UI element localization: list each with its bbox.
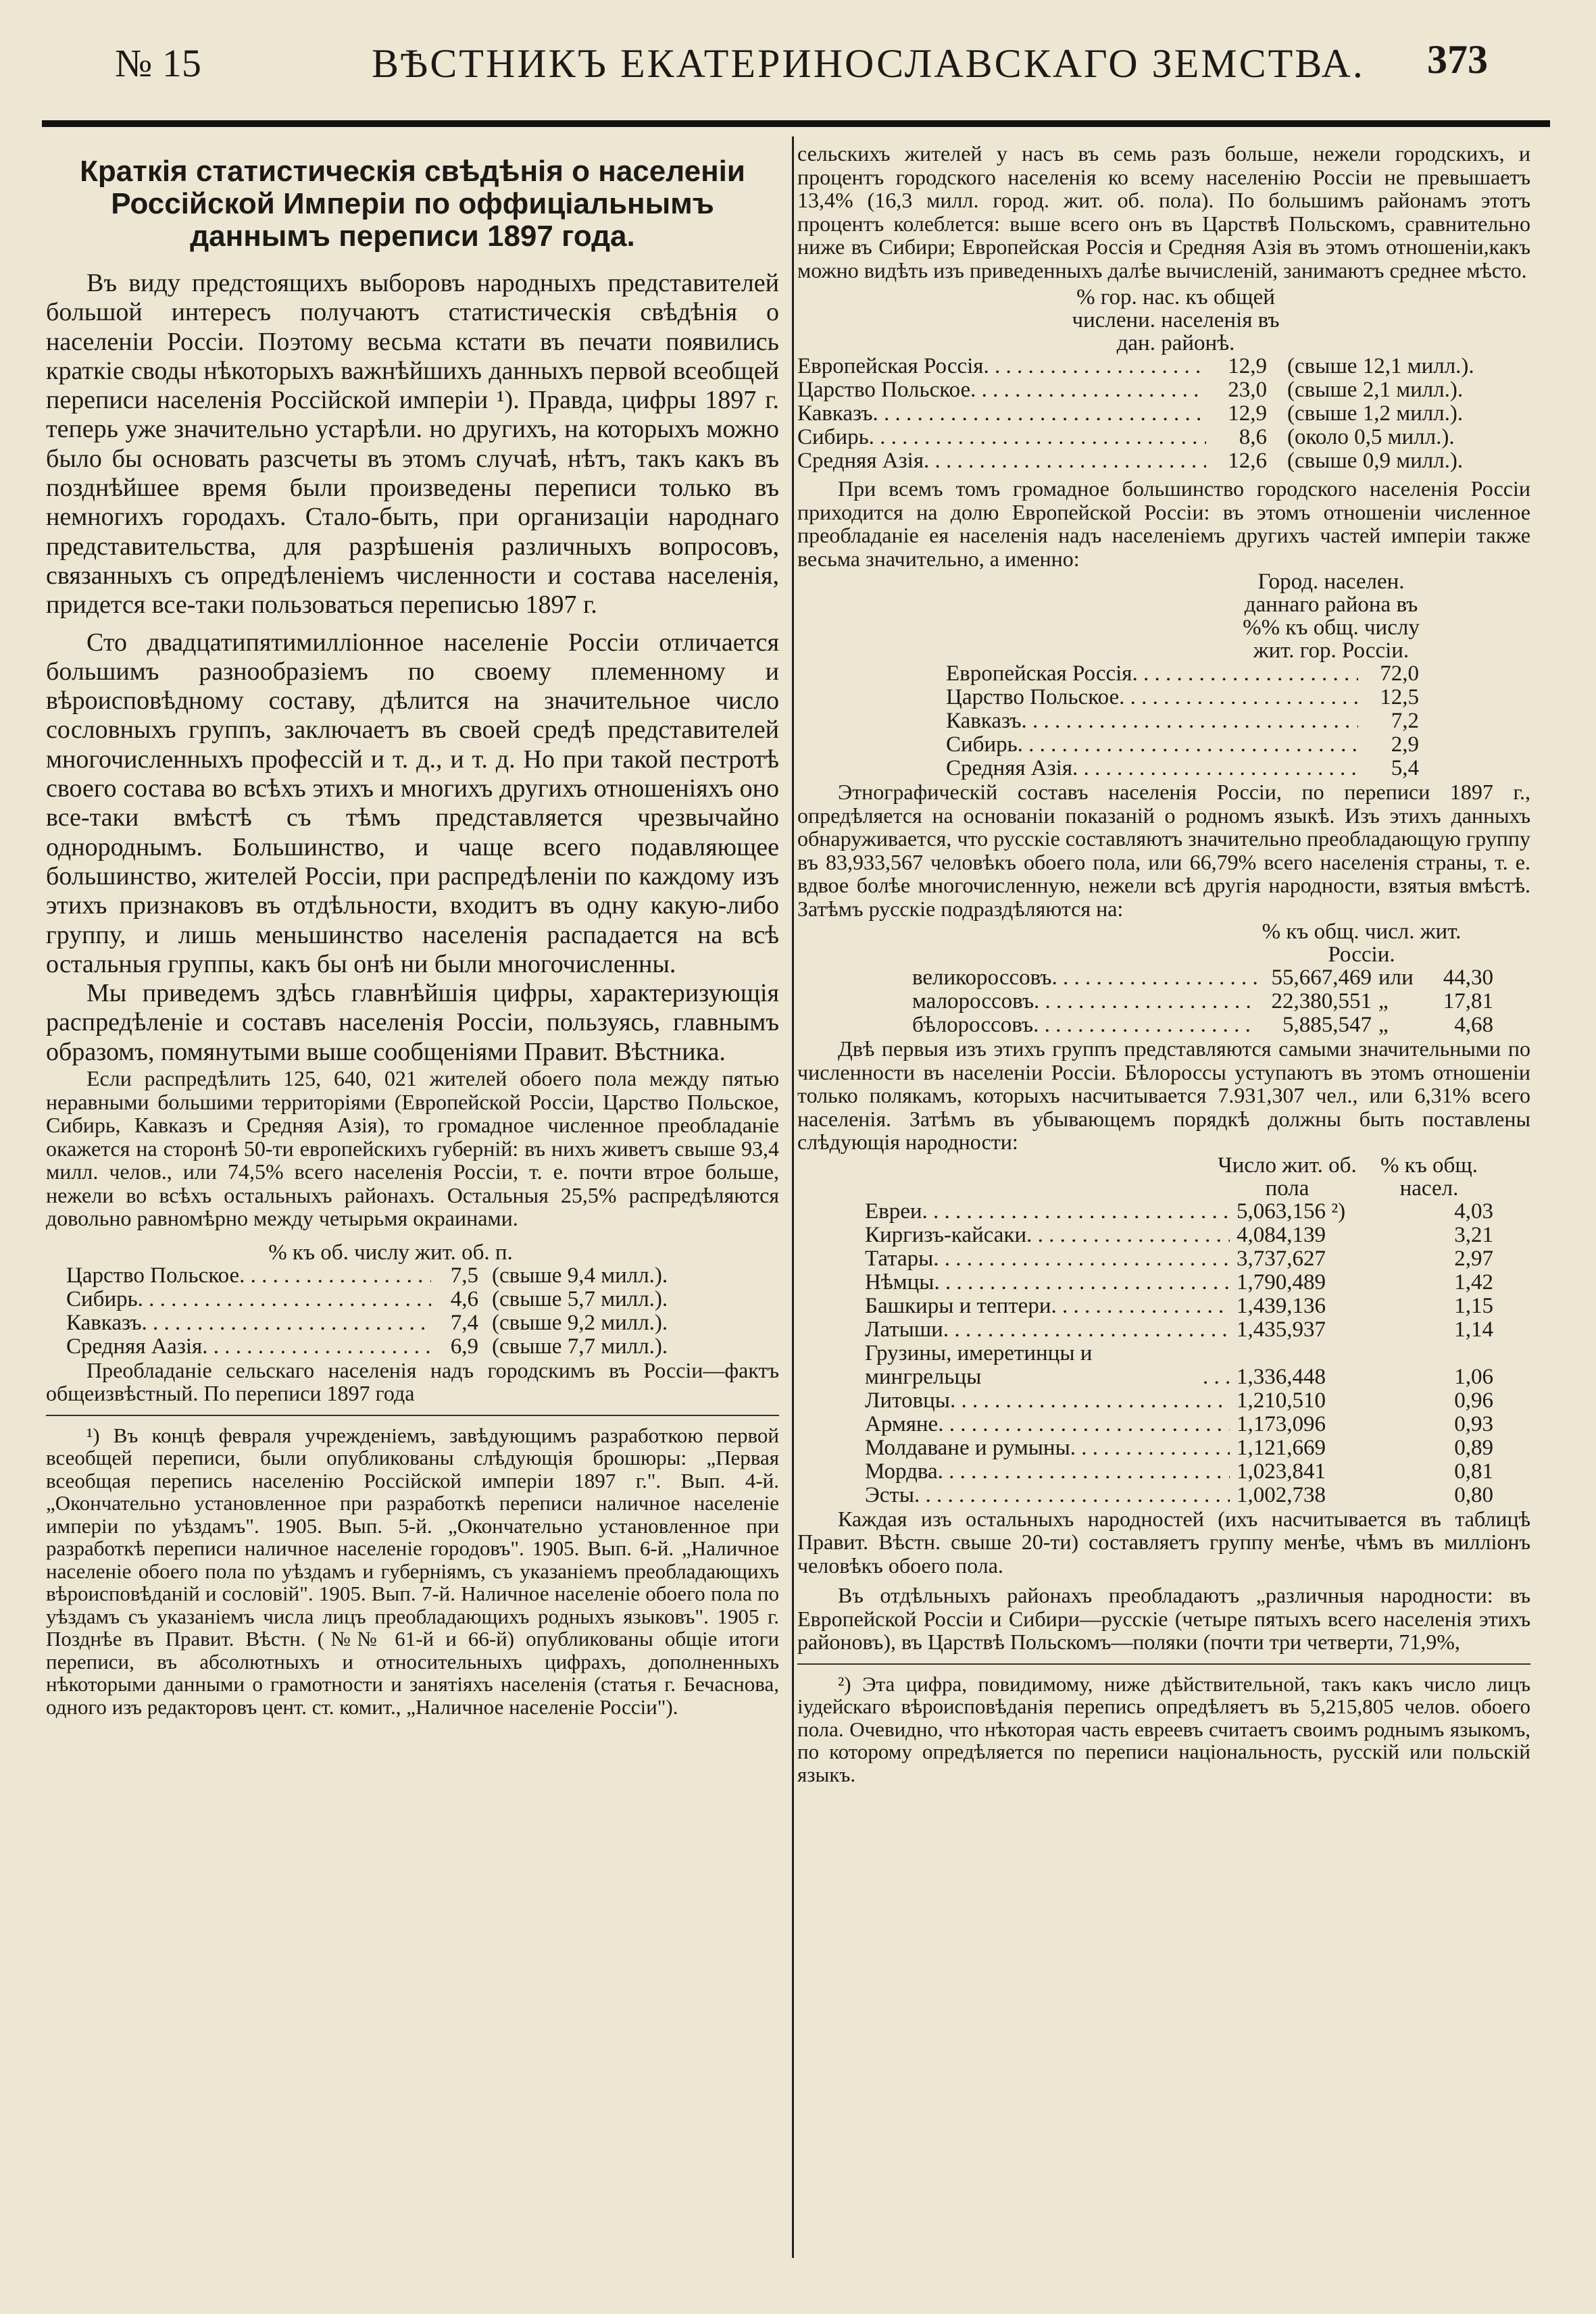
table-row: Средняя Азія . . . 5,4	[946, 757, 1419, 780]
header-rule	[42, 120, 1550, 127]
table-row: Евреи . . . 5,063,156 ²) 4,03	[865, 1200, 1493, 1224]
right-column	[797, 142, 1530, 1786]
table-row: Царство Польское . . . 12,5	[946, 686, 1419, 709]
table-row: Грузины, имеретинцы и мингрельцы . . . 1,336,448 1,06	[865, 1342, 1493, 1389]
table-row: Средняя Азія . . . 12,6 (свыше 0,9 милл.).	[797, 449, 1530, 473]
urban-distribution-table	[946, 570, 1419, 780]
table-row: Сибирь . . . 2,9	[946, 733, 1419, 757]
footnote-rule	[46, 1415, 779, 1416]
table-header: Город. населен. даннаго района въ %% къ общ. числу жит. гор. Россіи.	[1243, 570, 1420, 663]
paragraph: Двѣ первыя изъ этихъ группъ представляются самыми значительными по численности въ населеніи Россіи. Бѣлороссы уступаютъ въ этомъ отношеніи только полякамъ, которыхъ насчитывается 7.931,307 чел., или 6,31% всего населенія. Затѣмъ въ убывающемъ порядкѣ должны быть поставлены слѣдующія народности:	[797, 1036, 1530, 1154]
paragraph: сельскихъ жителей у насъ въ семь разъ больше, нежели городскихъ, и процентъ городского населенія ко всему населенію Россіи не превышаетъ 13,4% (16,3 милл. город. жит. об. пола). По большимъ районамъ этотъ процентъ колеблется: выше всего онъ въ Царствѣ Польскомъ, сравнительно ниже въ Сибири; Европейская Россія и Средняя Азія въ этомъ отношеніи,какъ можно видѣть изъ приведенныхъ далѣе вычисленій, занимаютъ среднее мѣсто.	[797, 141, 1530, 282]
paragraph: Преобладаніе сельскаго населенія надъ городскимъ въ Россіи—фактъ общеизвѣстный. По переписи 1897 года	[46, 1357, 779, 1406]
region-share-table	[46, 1241, 715, 1359]
nationalities-table	[865, 1154, 1493, 1507]
table-header: Число жит. об. пола % къ общ. насел.	[1218, 1153, 1478, 1201]
table-row: Средняя Аазія . . . 6,9 (свыше 7,7 милл.).	[66, 1335, 715, 1359]
table-row: Молдаване и румыны . . . 1,121,669 0,89	[865, 1436, 1493, 1460]
table-row: Кавказъ . . . 12,9 (свыше 1,2 милл.).	[797, 402, 1530, 426]
page-number: 373	[1427, 37, 1488, 82]
column-divider	[792, 136, 794, 2258]
table-header: % къ общ. числ. жит. Россіи.	[1262, 920, 1462, 967]
table-row: Кавказъ . . . 7,4 (свыше 9,2 милл.).	[66, 1311, 715, 1335]
urban-share-table	[797, 286, 1530, 473]
paragraph: Этнографическій составъ населенія Россіи, по переписи 1897 г., опредѣляется на основаніи показаній о родномъ языкѣ. Изъ этихъ данныхъ обнаруживается, что русскіе составляютъ значительно преобладающую группу въ 83,933,567 человѣкъ обоего пола, или 66,79% всего населенія страны, т. е. вдвое болѣе многочисленную, нежели всѣ другія народности, взятыя вмѣстѣ. Затѣмъ русскіе подраздѣляются на:	[797, 780, 1530, 921]
table-row: Киргизъ-кайсаки . . . 4,084,139 3,21	[865, 1224, 1493, 1247]
table-row: Башкиры и тептери . . . 1,439,136 1,15	[865, 1294, 1493, 1318]
paragraph: Въ виду предстоящихъ выборовъ народныхъ представителей большой интересъ получаютъ статистическія свѣдѣнія о населеніи Россіи. Поэтому весьма кстати въ печати появились краткіе своды нѣкоторыхъ важнѣйшихъ данныхъ первой всеобщей переписи населенія Россійской имперіи ¹). Правда, цифры 1897 г. теперь уже значительно устарѣли. но другихъ, на которыхъ можно было бы основать разсчеты въ этомъ случаѣ, нѣтъ, такъ какъ въ позднѣйшее время были произведены переписи только въ немногихъ городахъ. Стало-быть, при организаціи народнаго представительства, для разрѣшенія различныхъ вопросовъ, связанныхъ съ опредѣленіемъ численности и состава населенія, придется все-таки пользоваться переписью 1897 г.	[46, 269, 779, 620]
table-row: Кавказъ . . . 7,2	[946, 709, 1419, 733]
table-row: Эсты . . . 1,002,738 0,80	[865, 1484, 1493, 1507]
table-row: великороссовъ . . . 55,667,469 или 44,30	[912, 966, 1493, 990]
paragraph: Въ отдѣльныхъ районахъ преобладаютъ „различныя народности: въ Европейской Россіи и Сибири—русскіе (четыре пятыхъ всего населенія этихъ районовъ), въ Царствѣ Польскомъ—поляки (почти три четверти, 71,9%,	[797, 1583, 1530, 1654]
table-row: Татары . . . 3,737,627 2,97	[865, 1247, 1493, 1271]
table-header: % гор. нас. къ общей числени. населенія въ дан. районѣ.	[1072, 285, 1280, 355]
article-title: Краткія статистическія свѣдѣнія о населеніи Россійской Имперіи по оффиціальнымъ даннымъ переписи 1897 года.	[80, 155, 745, 253]
paragraph: Каждая изъ остальныхъ народностей (ихъ насчитывается въ таблицѣ Правит. Вѣстн. свыше 20-ти) составляетъ группу менѣе, чѣмъ въ милліонъ человѣкъ обоего пола.	[797, 1506, 1530, 1578]
table-row: Царство Польское . . . 23,0 (свыше 2,1 милл.).	[797, 378, 1530, 402]
left-column	[46, 142, 779, 1718]
issue-number: № 15	[115, 41, 201, 85]
paragraph: Мы приведемъ здѣсь главнѣйшія цифры, характеризующія распредѣленіе и составъ населенія Россіи, пользуясь, главнымъ образомъ, помянутыми выше сообщеніями Правит. Вѣстника.	[46, 979, 779, 1066]
table-row: Нѣмцы . . . 1,790,489 1,42	[865, 1271, 1493, 1294]
footnote: ²) Эта цифра, повидимому, ниже дѣйствительной, такъ какъ число лицъ іудейскаго вѣроисповѣданія перепись опредѣляетъ въ 5,215,805 челов. обоего пола. Очевидно, что нѣкоторая часть евреевъ считаетъ своимъ роднымъ языкомъ, по которому опредѣляется по переписи національность, русскій или польскій языкъ.	[797, 1671, 1530, 1786]
paragraph: Сто двадцатипятимилліонное населеніе Россіи отличается большимъ разнообразіемъ по своему племенному и вѣроисповѣдному составу, дѣлится на значительное число сословныхъ группъ, заключаетъ въ своей средѣ представителей многочисленныхъ профессій и т. д., и т. д. Но при такой пестротѣ своего состава во всѣхъ этихъ и многихъ другихъ отношеніяхъ оно все-таки вмѣстѣ съ тѣмъ представляется чрезвычайно однороднымъ. Большинство, и чаще всего подавляющее большинство, жителей Россіи, при распредѣленіи по каждому изъ этихъ признаковъ въ отдѣльности, входитъ въ одну какую-либо группу, и лишь меньшинство населенія распадается на всѣ остальныя группы, какъ бы онѣ ни были многочисленны.	[46, 628, 779, 978]
table-row: малороссовъ . . . 22,380,551 „ 17,81	[912, 990, 1493, 1013]
table-header: % къ об. числу жит. об. п.	[268, 1240, 513, 1265]
russians-table	[912, 920, 1493, 1037]
footnote-rule	[797, 1663, 1530, 1665]
table-row: Европейская Россія . . . 72,0	[946, 662, 1419, 686]
table-row: Сибирь . . . 4,6 (свыше 5,7 милл.).	[66, 1288, 715, 1311]
table-row: Сибирь . . . 8,6 (около 0,5 милл.).	[797, 426, 1530, 449]
footnote: ¹) Въ концѣ февраля учрежденіемъ, завѣдующимъ разработкою первой всеобщей переписи, были опубликованы слѣдующія брошюры: „Первая всеобщая перепись населенію Россійской имперіи 1897 г.". Вып. 4-й. „Окончательно установленное при разработкѣ переписи наличное населеніе имперіи по уѣздамъ". 1905. Вып. 5-й. „Окончательно установленное при разработкѣ переписи наличное населеніе городовъ". 1905. Вып. 6-й. „Наличное населеніе обоего пола по уѣздамъ и губерніямъ, съ указаніемъ преобладающихъ вѣроисповѣданій и сословій". 1905. Вып. 7-й. Наличное населеніе обоего пола по уѣздамъ съ указаніемъ числа лицъ преобладающихъ родныхъ языковъ". 1905 г. Позднѣе въ Правит. Вѣстн. (№№ 61-й и 66-й) опубликованы общіе итоги переписи, въ абсолютныхъ и относительныхъ цифрахъ, дополненныхъ нѣкоторыми данными о грамотности и занятіяхъ населенія (статья г. Бечаснова, одного изъ редакторовъ цент. ст. комит., „Наличное населеніе Россіи").	[46, 1423, 779, 1719]
table-row: бѣлороссовъ . . . 5,885,547 „ 4,68	[912, 1013, 1493, 1037]
journal-title: ВѢСТНИКЪ ЕКАТЕРИНОСЛАВСКАГО ЗЕМСТВА.	[372, 41, 1365, 86]
table-row: Латыши . . . 1,435,937 1,14	[865, 1318, 1493, 1342]
page-header	[41, 35, 1549, 96]
table-row: Армяне . . . 1,173,096 0,93	[865, 1413, 1493, 1436]
paragraph: При всемъ томъ громадное большинство городского населенія Россіи приходится на долю Европейской Россіи: въ этомъ отношеніи численное преобладаніе ея населенія надъ населеніемъ другихъ частей имперіи также весьма значительно, а именно:	[797, 476, 1530, 571]
table-row: Европейская Россія . . . 12,9 (свыше 12,1 милл.).	[797, 355, 1530, 378]
paragraph: Если распредѣлить 125, 640, 021 жителей обоего пола между пятью неравными большими территоріями (Европейской Россіи, Царство Польское, Сибирь, Кавказъ и Средняя Азія), то громадное численное преобладаніе окажется на сторонѣ 50-ти европейскихъ губерній: въ нихъ живетъ свыше 93,4 милл. челов., или 74,5% всего населенія Россіи, т. е. почти втрое больше, нежели во всѣхъ остальныхъ районахъ. Остальныя 25,5% распредѣляются довольно равномѣрно между четырьмя окраинами.	[46, 1066, 779, 1231]
table-row: Царство Польское . . . 7,5 (свыше 9,4 милл.).	[66, 1264, 715, 1288]
table-row: Мордва . . . 1,023,841 0,81	[865, 1460, 1493, 1484]
table-row: Литовцы . . . 1,210,510 0,96	[865, 1389, 1493, 1413]
